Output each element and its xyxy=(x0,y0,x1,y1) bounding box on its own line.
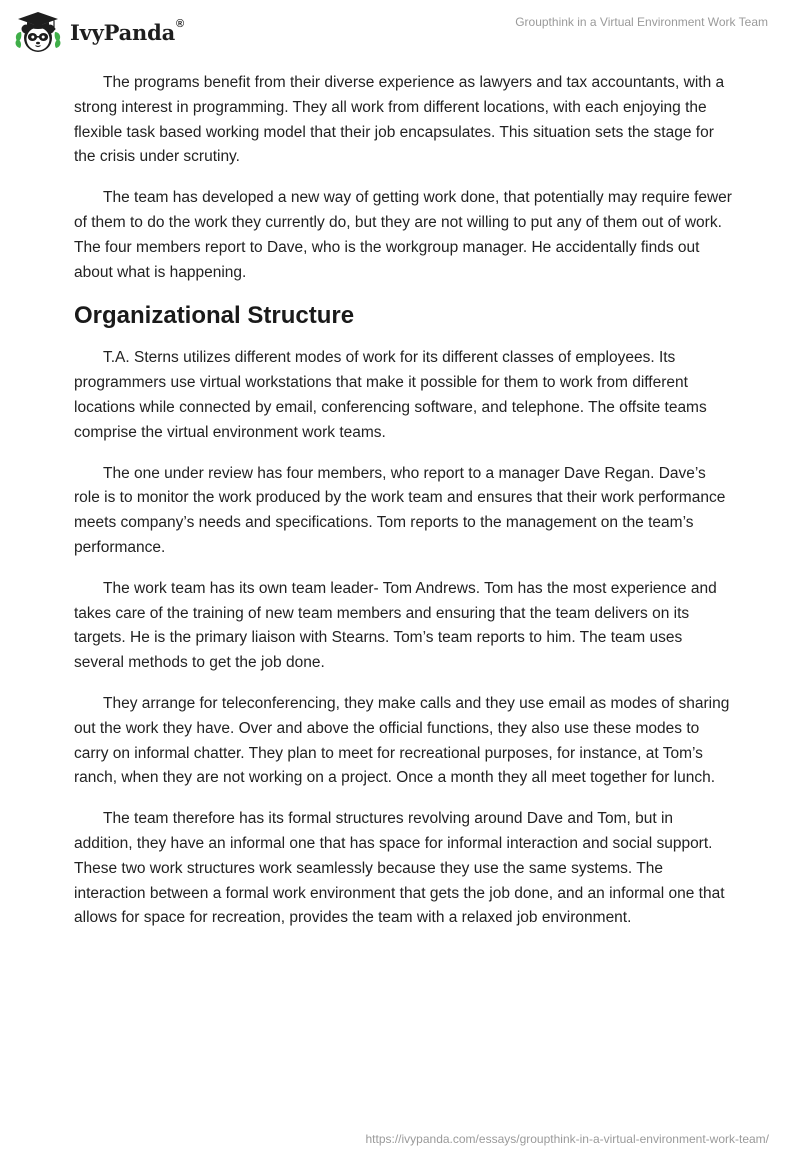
logo-wordmark: IvyPanda® xyxy=(70,17,184,45)
paragraph: The team therefore has its formal structures revolving around Dave and Tom, but in addition, they have an informal one that has space for informal interaction and social support. These two work structures work seamlessly because they use the same systems. The interaction between a formal work environment that gets the job done, and an informal one that allows for space for recreation, provides the team with a relaxed job environment. xyxy=(74,810,725,927)
essay-content xyxy=(74,71,734,947)
registered-mark: ® xyxy=(176,17,184,30)
paragraph: The programs benefit from their diverse experience as lawyers and tax accountants, with a strong interest in programming. They all work from different locations, with each enjoying the flexible task based working model that their job encapsulates. This situation sets the stage for the crisis under scrutiny. xyxy=(74,74,725,166)
paragraph: The team has developed a new way of getting work done, that potentially may require fewer of them to do the work they currently do, but they are not willing to put any of them out of work. The four members report to Dave, who is the workgroup manager. He accidentally finds out about what is happening. xyxy=(74,189,732,281)
page-header xyxy=(0,0,800,60)
paragraph: They arrange for teleconferencing, they make calls and they use email as modes of sharing out the work they have. Over and above the official functions, they also use these modes to carry on informal chatter. They plan to meet for recreational purposes, for instance, at Tom’s ranch, when they are not working on a project. Once a month they all meet together for lunch. xyxy=(74,694,730,787)
paragraph: T.A. Sterns utilizes different modes of work for its different classes of employees. Its programmers use virtual workstations that make it possible for them to work from different locations while connected by email, conferencing software, and telephone. The offsite teams comprise the virtual environment work teams. xyxy=(74,349,707,441)
panda-graduate-icon xyxy=(14,8,62,56)
document-title: Groupthink in a Virtual Environment Work Team xyxy=(515,15,768,29)
ivypanda-logo[interactable] xyxy=(14,8,184,56)
section-heading: Organizational Structure xyxy=(74,302,355,330)
source-url[interactable]: https://ivypanda.com/essays/groupthink-in-a-virtual-environment-work-team/ xyxy=(365,1132,769,1146)
paragraph: The work team has its own team leader- Tom Andrews. Tom has the most experience and takes care of the training of new team members and ensuring that the team delivers on its targets. He is the primary liaison with Stearns. Tom’s team reports to him. The team uses several methods to get the job done. xyxy=(74,579,717,672)
paragraph: The one under review has four members, who report to a manager Dave Regan. Dave’s role is to monitor the work produced by the work team and ensures that their work performance meets company’s needs and specifications. Tom reports to the management on the team’s performance. xyxy=(74,464,726,556)
